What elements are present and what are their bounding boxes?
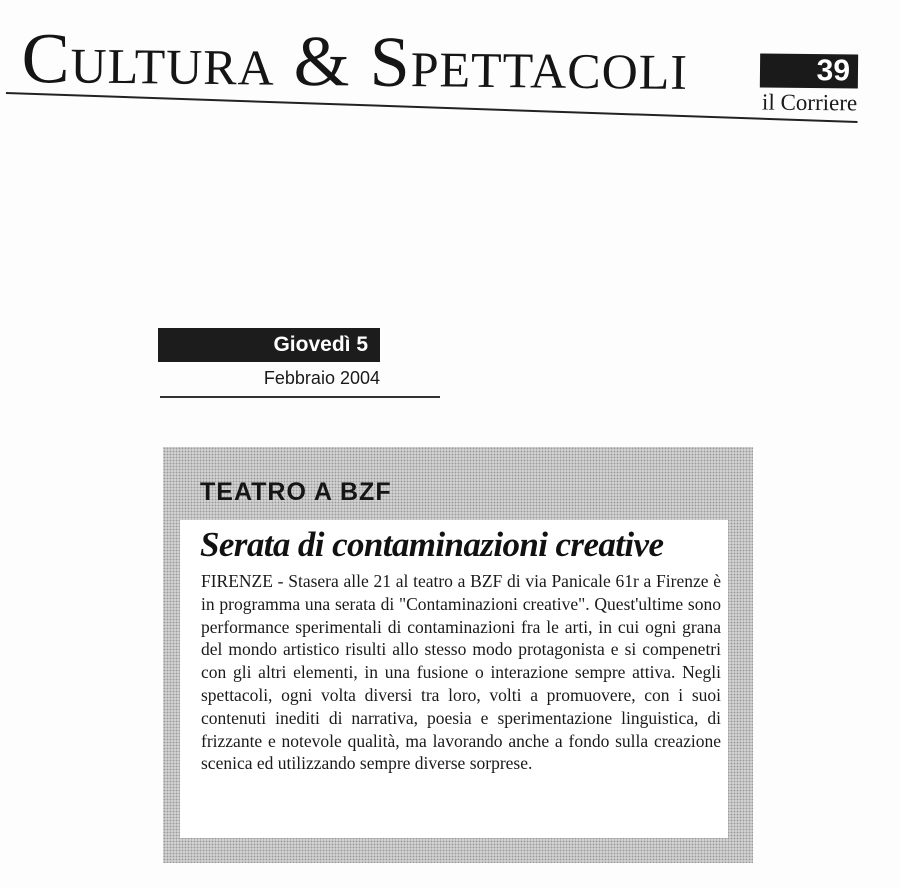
date-month-year: Febbraio 2004: [263, 368, 380, 388]
newspaper-name: il Corriere: [761, 89, 858, 116]
date-day-box: Giovedì 5: [158, 328, 380, 362]
article-body: FIRENZE - Stasera alle 21 al teatro a BZF di via Panicale 61r a Firenze è in programma una serata di "Contaminazioni creative". Quest'ultime sono performance sperimentali di contaminazioni fra le arti, in cui ogni grana del mondo artistico risulti allo stesso modo protagonista e si compenetri con gli altri elementi, in una fusione o interazione sempre attiva. Negli spettacoli, ogni volta diversi tra loro, volti a promuovere, con i suoi contenuti inediti di narrativa, poesia e sperimentazione linguistica, di frizzante e notevole qualità, ma lavorando anche a fondo sulla creazione scenica ed utilizzando sempre diverse sorprese.: [201, 571, 721, 774]
article-headline: Serata di contaminazioni creative: [200, 525, 664, 564]
article-section-label: TEATRO A BZF: [200, 478, 392, 506]
date-rule: [160, 396, 440, 398]
section-masthead-title: Cultura & Spettacoli: [21, 18, 689, 105]
page-number-badge: 39: [760, 53, 858, 88]
